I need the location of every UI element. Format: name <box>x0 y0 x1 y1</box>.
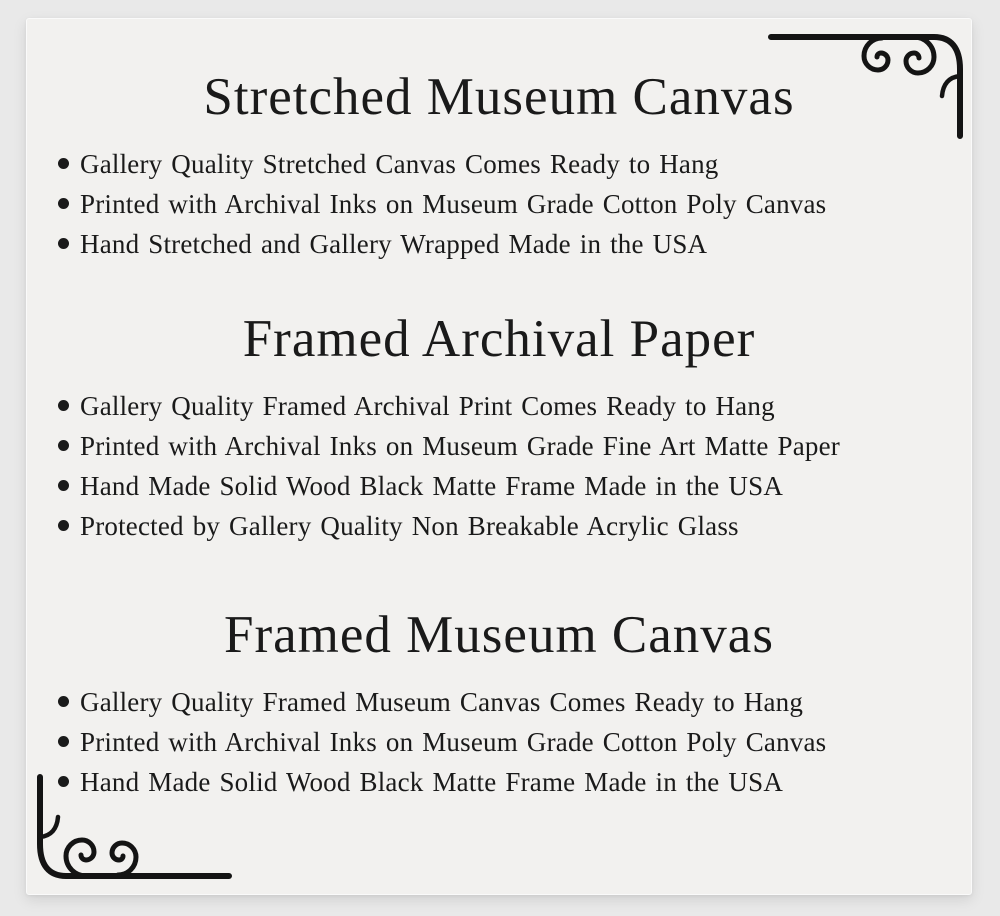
bullet-text: Gallery Quality Stretched Canvas Comes Ready to Hang <box>80 149 719 179</box>
list-item <box>58 682 963 722</box>
section-stretched-museum-canvas <box>27 66 971 264</box>
list-item <box>58 386 963 426</box>
bullet-dot-icon <box>58 520 69 531</box>
bullet-dot-icon <box>58 198 69 209</box>
bullet-dot-icon <box>58 696 69 707</box>
section-title: Framed Museum Canvas <box>224 606 774 664</box>
list-item <box>58 144 963 184</box>
section-title: Framed Archival Paper <box>242 310 756 368</box>
bullet-text: Gallery Quality Framed Museum Canvas Comes Ready to Hang <box>80 687 804 717</box>
bullet-dot-icon <box>58 480 69 491</box>
section-framed-museum-canvas <box>27 604 971 802</box>
bullet-text: Gallery Quality Framed Archival Print Comes Ready to Hang <box>80 391 775 421</box>
bullet-list <box>27 386 971 546</box>
section-framed-archival-paper <box>27 308 971 546</box>
bullet-text: Hand Made Solid Wood Black Matte Frame Made in the USA <box>80 767 784 797</box>
bullet-list <box>27 144 971 264</box>
list-item <box>58 426 963 466</box>
bullet-list <box>27 682 971 802</box>
bullet-text: Protected by Gallery Quality Non Breakable Acrylic Glass <box>80 511 739 541</box>
list-item <box>58 224 963 264</box>
bullet-text: Printed with Archival Inks on Museum Grade Cotton Poly Canvas <box>80 189 827 219</box>
bullet-dot-icon <box>58 776 69 787</box>
list-item <box>58 184 963 224</box>
bullet-dot-icon <box>58 736 69 747</box>
list-item <box>58 722 963 762</box>
bullet-dot-icon <box>58 400 69 411</box>
info-card <box>26 18 972 895</box>
bullet-text: Printed with Archival Inks on Museum Grade Fine Art Matte Paper <box>80 431 840 461</box>
bullet-text: Hand Stretched and Gallery Wrapped Made in the USA <box>80 229 708 259</box>
list-item <box>58 466 963 506</box>
list-item <box>58 506 963 546</box>
bullet-dot-icon <box>58 440 69 451</box>
bullet-dot-icon <box>58 238 69 249</box>
bullet-text: Hand Made Solid Wood Black Matte Frame Made in the USA <box>80 471 784 501</box>
bullet-dot-icon <box>58 158 69 169</box>
section-title: Stretched Museum Canvas <box>203 68 795 126</box>
bullet-text: Printed with Archival Inks on Museum Grade Cotton Poly Canvas <box>80 727 827 757</box>
list-item <box>58 762 963 802</box>
